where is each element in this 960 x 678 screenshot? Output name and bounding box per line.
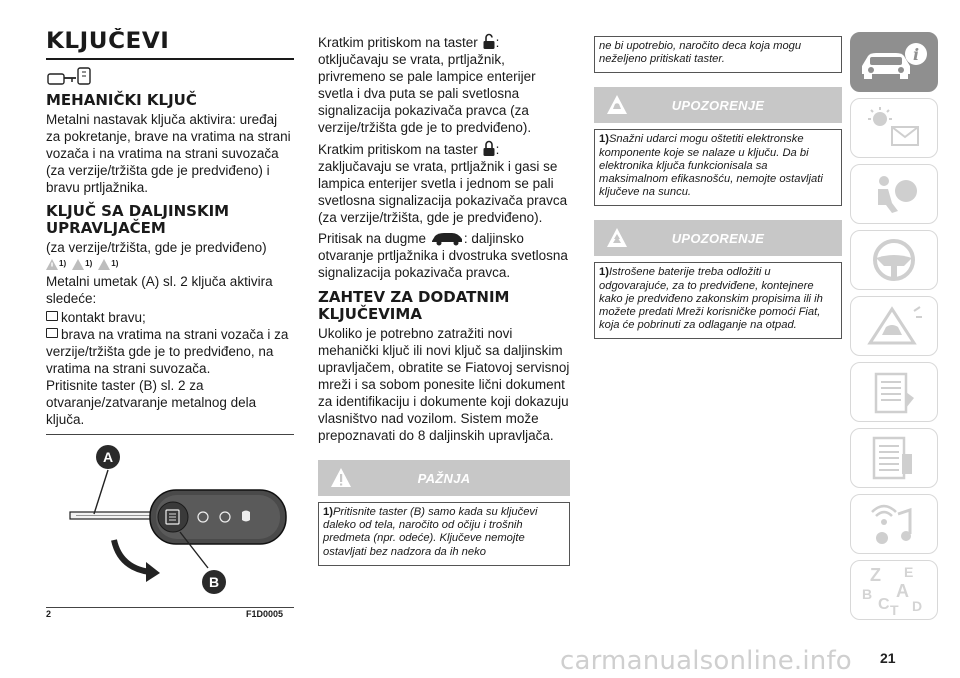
svg-text:E: E: [904, 564, 914, 580]
column-left: [46, 30, 294, 435]
tab-car-info[interactable]: [850, 32, 938, 92]
key-illustration: [46, 440, 294, 605]
key-figure: [46, 440, 294, 615]
tab-index[interactable]: [850, 560, 938, 620]
figure-code: F1D0005: [246, 609, 284, 619]
section-remote-key-text: Metalni umetak (A) sl. 2 ključa aktivira sledeće:: [46, 274, 273, 306]
caution-icon: [46, 259, 58, 270]
section-additional-keys-title: ZAHTEV ZA DODATNIM KLJUČEVIMA: [318, 288, 510, 323]
note-ref-2: 1): [72, 258, 92, 270]
svg-text:B: B: [862, 586, 873, 602]
tab-multimedia[interactable]: [850, 494, 938, 554]
page-number: 21: [880, 650, 896, 666]
environment-icon: [98, 259, 110, 270]
tab-maintenance[interactable]: [850, 362, 938, 422]
note-references: [46, 258, 294, 270]
bullet-item: kontakt bravu;: [46, 309, 294, 326]
trunk-icon: [430, 230, 464, 246]
figure-top-rule: [46, 434, 294, 435]
figure-bottom-rule: [46, 607, 294, 608]
warning-icon: [606, 94, 628, 116]
airbag-icon: [864, 171, 924, 217]
section-mechanical-key-text: Metalni nastavak ključa aktivira: uređaj za pokretanje, brave na vratima na strani vozača i na vratima na strani suvozača (za verzije/tržišta gde je predviđeno) i bravu prtljažnika.: [46, 112, 291, 195]
svg-text:A: A: [896, 581, 909, 601]
index-icon: [856, 563, 932, 617]
label-a: A: [102, 449, 114, 465]
bullet-marker-icon: [46, 311, 58, 321]
warning-icon: [72, 259, 84, 270]
tab-warning-lights[interactable]: [850, 98, 938, 158]
car-info-icon: [856, 40, 932, 84]
svg-text:T: T: [890, 602, 899, 617]
caution-icon: [330, 467, 352, 489]
trunk-paragraph: Pritisak na dugme : daljinsko otvaranje prtljažnika i dvostruka svetlosna signalizacija pokazivača pravca.: [318, 231, 568, 280]
section-remote-key-subtitle: (za verzije/tržišta, gde je predviđeno): [46, 240, 267, 255]
watermark: carmanualsonline.info: [560, 646, 852, 676]
maintenance-icon: [866, 368, 922, 416]
caution-callout-header: [318, 460, 570, 496]
section-mechanical-key-title: MEHANIČKI KLJUČ: [46, 91, 197, 109]
warning-callout-header-2: [594, 220, 842, 256]
bullet-marker-icon: [46, 328, 58, 338]
note-ref-1: 1): [46, 258, 66, 270]
warning-callout-body-2: 1)Istrošene baterije treba odložiti u odgovarajuće, za to predviđene, kontejnere kako je predviđeno zakonskim propisima ili ih možete predati Mreži korisničke pomoći Fiat, koja će pobrinuti za odlaganje na otpad.: [594, 262, 842, 339]
column-middle: [318, 33, 570, 566]
environment-icon: [606, 227, 628, 249]
lock-icon: [482, 140, 496, 157]
warning-callout-body-1: 1)Snažni udarci mogu oštetiti elektronske komponente koje se nalaze u ključu. Da bi elektronika ključa funkcionisala sa maksimalnom efikasnošću, nemojte ostavljati ključeve na suncu.: [594, 129, 842, 206]
key-icon: [46, 66, 294, 88]
column-right: [594, 36, 842, 339]
bullet-item: brava na vratima na strani vozača i za verzije/tržišta gde je to predviđeno, na vratima na strani suvozača.: [46, 327, 289, 376]
lock-paragraph: Kratkim pritiskom na taster : zaključavaju se vrata, prtljažnik i gasi se lampica enterijer svetla i jednom se pali svetlosna signalizacija pokazivača pravca (za verzije/tržišta, gde je predviđeno).: [318, 142, 568, 225]
steering-wheel-icon: [864, 236, 924, 284]
technical-data-icon: [866, 434, 922, 482]
svg-text:D: D: [912, 598, 923, 614]
caution-callout-continued: ne bi upotrebio, naročito deca koja mogu neželjeno pritiskati taster.: [594, 36, 842, 73]
svg-text:Z: Z: [870, 565, 881, 585]
svg-text:i: i: [912, 45, 920, 64]
figure-number: 2: [46, 609, 52, 619]
tab-safety[interactable]: [850, 164, 938, 224]
svg-text:C: C: [878, 596, 890, 613]
warning-callout-header-1: [594, 87, 842, 123]
page-title: KLJUČEVI: [46, 29, 170, 54]
section-remote-key-title: KLJUČ SA DALJINSKIM UPRAVLJAČEM: [46, 202, 230, 237]
unlock-paragraph: Kratkim pritiskom na taster : otključavaju se vrata, prtljažnik, privremeno se pale lampice enterijer svetla i dva puta se pali svetlosna signalizacija pokazivača pravca (za verzije/tržišta gde je to predviđeno).: [318, 35, 536, 135]
multimedia-icon: [864, 500, 924, 548]
tab-driving[interactable]: [850, 230, 938, 290]
tab-emergency[interactable]: [850, 296, 938, 356]
warning-title-1: UPOZORENJE: [671, 97, 765, 113]
emergency-icon: [862, 303, 926, 349]
unlock-icon: [482, 33, 496, 50]
section-remote-key-text-2: Pritisnite taster (B) sl. 2 za otvaranje/zatvaranje metalnog dela ključa.: [46, 378, 257, 427]
chapter-tabs: [850, 32, 938, 626]
caution-title: PAŽNJA: [417, 470, 471, 486]
caution-callout-body: 1)Pritisnite taster (B) samo kada su ključevi daleko od tela, naročito od očiju i trošnih predmeta (npr. odeće). Ključeve nemojte ostavljati bez nadzora da ih neko: [318, 502, 570, 566]
warning-lights-icon: [862, 105, 926, 151]
label-b: B: [208, 574, 220, 590]
section-additional-keys-text: Ukoliko je potrebno zatražiti novi mehanički ključ ili novi ključ sa daljinskim upravljačem, obratite se Fiatovoj servisnoj mreži i sa sobom ponesite lični dokument za identifikaciju i dokumente koji dokazuju vlasništvo nad vozilom. Sistem može prepoznavati do 8 daljinskih upravljača.: [318, 326, 570, 443]
title-rule: [46, 58, 294, 60]
note-ref-3: 1): [98, 258, 118, 270]
warning-title-2: UPOZORENJE: [671, 230, 765, 246]
tab-technical-data[interactable]: [850, 428, 938, 488]
